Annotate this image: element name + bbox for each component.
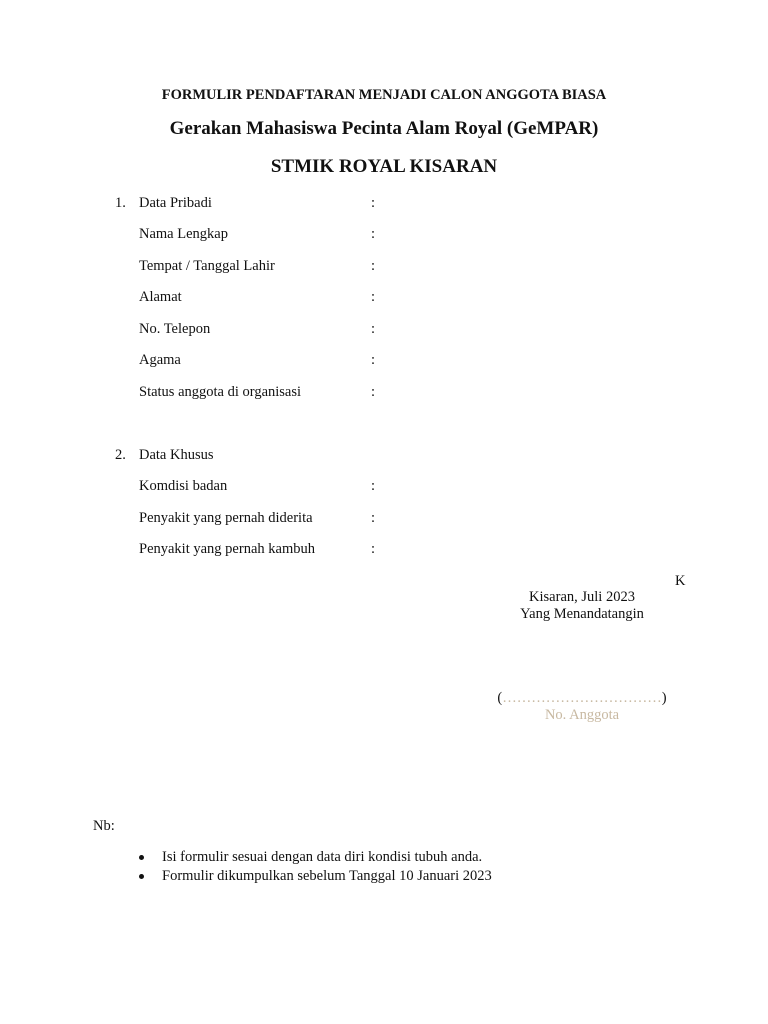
notes-label: Nb: [93, 818, 115, 834]
field-colon: : [371, 321, 376, 337]
field-colon: : [371, 289, 376, 305]
field-label-penyakit-kambuh: Penyakit yang pernah kambuh [139, 541, 315, 557]
field-label-penyakit-diderita: Penyakit yang pernah diderita [139, 510, 313, 526]
bullet-icon [139, 855, 144, 860]
place-date: Kisaran, Juli 2023 [529, 589, 635, 605]
signer-caption: Yang Menandatangin [520, 606, 644, 622]
field-label-nama-lengkap: Nama Lengkap [139, 226, 228, 242]
form-title: FORMULIR PENDAFTARAN MENJADI CALON ANGGOTA BIASA [161, 87, 607, 103]
field-colon: : [371, 352, 376, 368]
field-colon: : [371, 541, 376, 557]
note-item: Isi formulir sesuai dengan data diri kondisi tubuh anda. [162, 849, 483, 865]
member-number-label: No. Anggota [544, 707, 620, 723]
field-label-kondisi-badan: Komdisi badan [139, 478, 228, 494]
field-label-no-telepon: No. Telepon [139, 321, 211, 337]
field-colon: : [371, 226, 376, 242]
field-colon: : [371, 384, 376, 400]
field-label-status-anggota: Status anggota di organisasi [139, 384, 302, 400]
institution-name: STMIK ROYAL KISARAN [270, 156, 498, 177]
paren-open: ( [497, 690, 503, 706]
field-colon: : [371, 195, 376, 211]
field-colon: : [371, 478, 376, 494]
bullet-icon [139, 874, 144, 879]
paren-close: ) [661, 690, 667, 706]
stray-letter: K [675, 573, 686, 589]
field-colon: : [371, 258, 376, 274]
field-colon: : [371, 510, 376, 526]
organization-name: Gerakan Mahasiswa Pecinta Alam Royal (GeMPAR) [169, 118, 599, 139]
signature-dots: …………………………… [502, 690, 662, 706]
section-number: 2. [115, 447, 126, 463]
note-item: Formulir dikumpulkan sebelum Tanggal 10 Januari 2023 [162, 868, 492, 884]
section-number: 1. [115, 195, 126, 211]
field-label-alamat: Alamat [139, 289, 182, 305]
section-title: Data Khusus [139, 447, 214, 463]
field-label-agama: Agama [139, 352, 181, 368]
field-label-tempat-tanggal-lahir: Tempat / Tanggal Lahir [139, 258, 275, 274]
signature-line [480, 690, 684, 707]
section-title: Data Pribadi [139, 195, 212, 211]
